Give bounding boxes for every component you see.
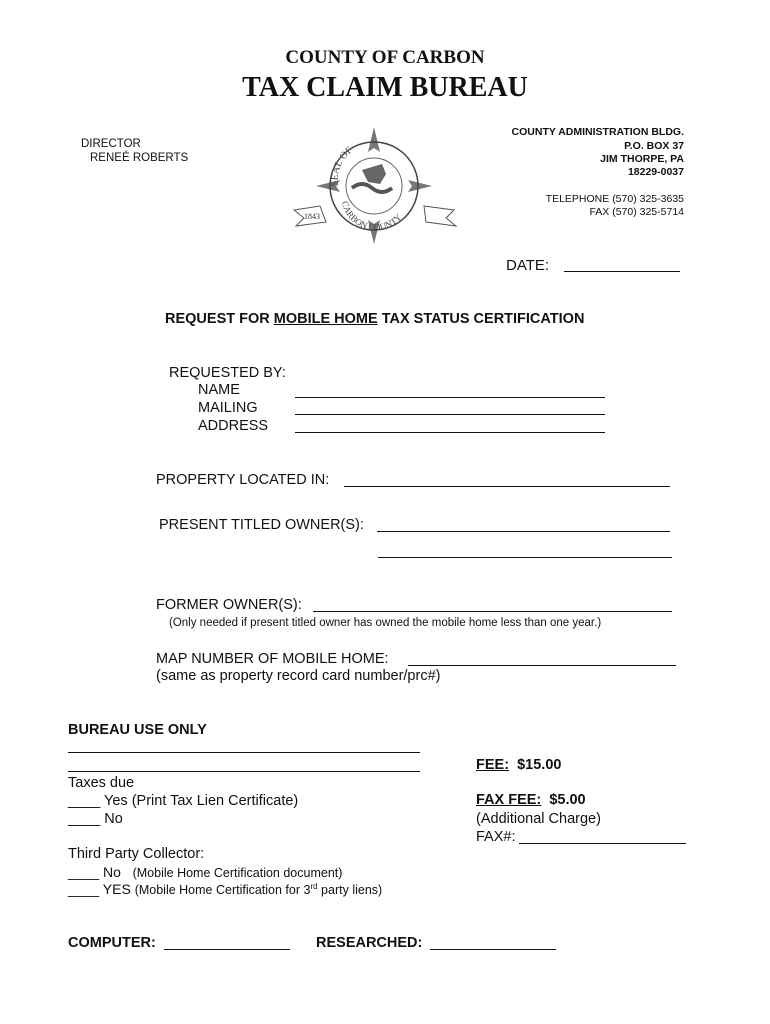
bureau-line-2[interactable] [68,771,420,772]
county-seal [290,122,460,247]
computer-field[interactable] [164,949,290,950]
name-field[interactable] [295,397,605,398]
svg-text:SEAL OF [329,145,355,187]
researched-label: RESEARCHED: [316,935,423,951]
seal-year: 1843 [304,212,320,221]
former-owner-label: FORMER OWNER(S): [156,597,302,613]
researched-field[interactable] [430,949,556,950]
present-owner-label: PRESENT TITLED OWNER(S): [159,517,364,533]
fax-number-field[interactable] [519,843,686,844]
present-owner-field-2[interactable] [378,557,672,558]
fee [476,757,561,773]
bureau-use-heading: BUREAU USE ONLY [68,722,207,738]
tp-yes-text-main: (Mobile Home Certification for 3 [134,883,311,897]
tp-no-blank: ____ No [68,864,121,880]
mailing-field[interactable] [295,414,605,415]
fee-label: FEE: [476,757,510,773]
telephone: TELEPHONE (570) 325-3635 [545,193,684,205]
third-party-label: Third Party Collector: [68,846,205,862]
director-label: DIRECTOR [81,138,141,150]
taxes-due-no-option[interactable]: ____ No [68,811,123,827]
fax-number-label: FAX#: [476,829,516,845]
title-suffix: TAX STATUS CERTIFICATION [377,311,585,327]
date-field[interactable] [564,271,680,272]
address-label: ADDRESS [198,418,269,434]
seal-top-text: SEAL OF [329,144,355,187]
title-prefix: REQUEST FOR [165,311,274,327]
title-emphasis: MOBILE HOME [273,311,378,327]
additional-charge: (Additional Charge) [476,811,601,827]
taxes-due-yes-option[interactable]: ____ Yes (Print Tax Lien Certificate) [68,793,299,809]
fax-fee-label: FAX FEE: [476,792,542,808]
computer-label: COMPUTER: [68,935,156,951]
map-number-field[interactable] [408,665,676,666]
county-heading: COUNTY OF CARBON [285,47,485,68]
fax: FAX (570) 325-5714 [589,206,684,218]
third-party-yes-option[interactable] [68,881,382,897]
address-line-2: P.O. BOX 37 [624,140,684,152]
address-line-3: JIM THORPE, PA [600,153,684,165]
property-located-field[interactable] [344,486,670,487]
map-number-label: MAP NUMBER OF MOBILE HOME: [156,651,389,667]
date-label: DATE: [506,257,550,274]
tp-yes-sup: rd [310,881,318,891]
bureau-heading: TAX CLAIM BUREAU [242,72,528,103]
property-located-label: PROPERTY LOCATED IN: [156,472,330,488]
address-line-1: COUNTY ADMINISTRATION BLDG. [511,126,684,138]
fax-fee [476,792,586,808]
former-owner-field[interactable] [313,611,672,612]
address-field[interactable] [295,432,605,433]
tp-yes-text-end: party liens) [317,883,383,897]
seal-bottom-text: CARBON COUNTY [339,199,404,233]
map-number-note: (same as property record card number/prc#) [156,668,441,684]
taxes-due-label: Taxes due [68,775,135,791]
present-owner-field-1[interactable] [377,531,670,532]
mailing-label: MAILING [198,400,258,416]
former-owner-note: (Only needed if present titled owner has owned the mobile home less than one year.) [169,617,602,629]
name-label: NAME [198,382,240,398]
requested-by-label: REQUESTED BY: [169,365,286,381]
fee-value: $15.00 [517,757,562,773]
tp-yes-text [135,883,383,897]
tp-no-text: (Mobile Home Certification document) [132,866,343,880]
fax-fee-value: $5.00 [549,792,586,808]
address-line-4: 18229-0037 [627,166,684,178]
third-party-no-option[interactable] [68,864,342,880]
tp-yes-blank: ____ YES [68,881,131,897]
bureau-line-1[interactable] [68,752,420,753]
form-title [165,311,584,327]
director-name: RENEÉ ROBERTS [90,152,189,164]
